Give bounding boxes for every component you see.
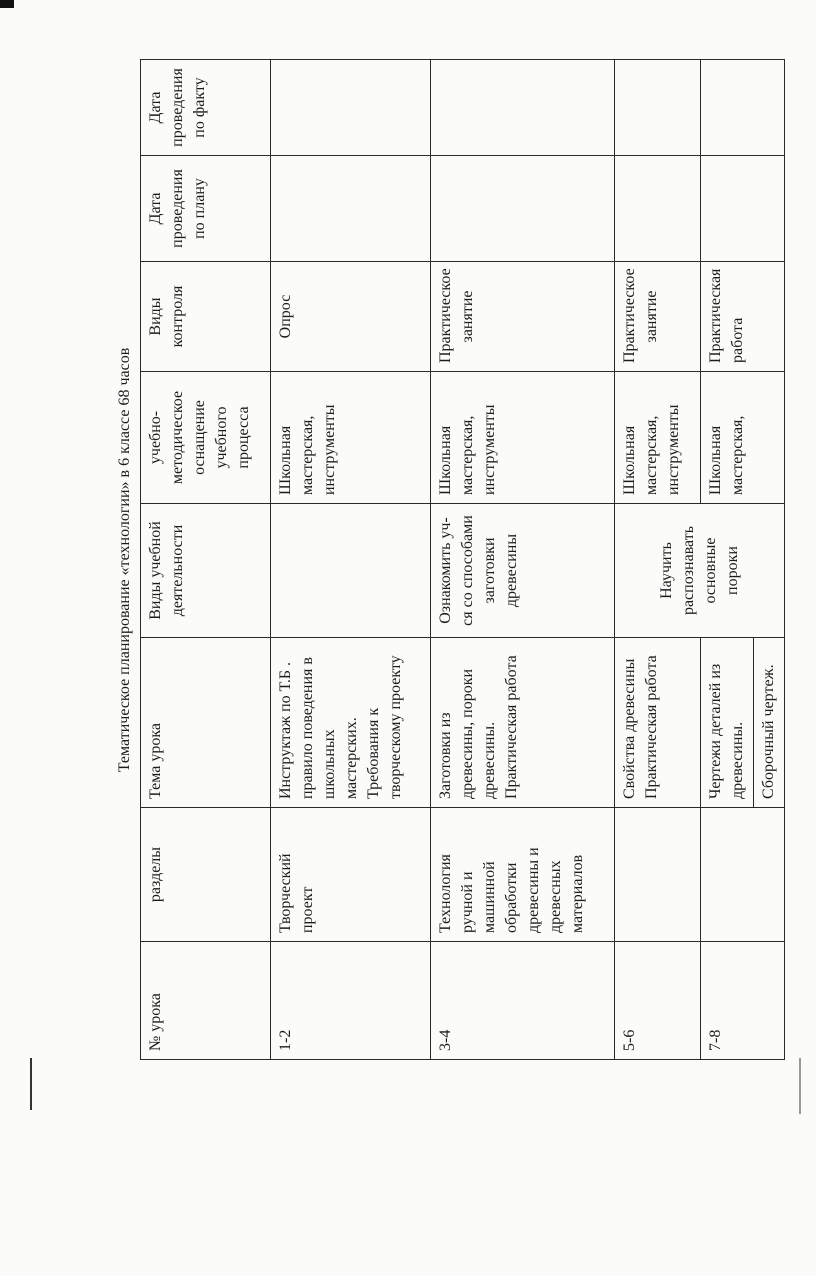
header-date-plan: Дата проведения по плану [141, 156, 271, 262]
header-section: разделы [141, 808, 271, 942]
cell-equipment: Школьная мастерская, инструменты [431, 372, 615, 504]
rotated-page [110, 60, 790, 1060]
scan-corner-mark [0, 0, 14, 8]
header-row [141, 60, 271, 1060]
table-row [431, 60, 615, 1060]
cell-topic: Свойства древесины Практическая работа [615, 638, 701, 808]
cell-date-plan [271, 156, 431, 262]
cell-control: Практическая работа [701, 262, 785, 372]
header-equipment: учебно-методическое оснащение учебного процесса [141, 372, 271, 504]
cell-activity [271, 504, 431, 638]
scan-edge-line [30, 1058, 32, 1110]
cell-control: Практическое занятие [615, 262, 701, 372]
cell-equipment: Школьная мастерская, [701, 372, 785, 504]
header-control: Виды контроля [141, 262, 271, 372]
cell-activity-merged: Научить распознавать основные пороки [615, 504, 785, 638]
table-row [271, 60, 431, 1060]
document-title: Тематическое планирование «технологии» в 6 классе 68 часов [116, 347, 133, 773]
cell-date-plan [701, 156, 785, 262]
header-topic: Тема урока [141, 638, 271, 808]
cell-equipment: Школьная мастерская, инструменты [615, 372, 701, 504]
cell-date-fact [271, 60, 431, 156]
scan-edge-line-right [799, 1058, 801, 1114]
cell-topic-line: Сборочный чертеж. [753, 638, 780, 807]
cell-date-fact [431, 60, 615, 156]
cell-section: Технология ручной и машинной обработки древесины и древесных материалов [431, 808, 615, 942]
header-activity: Виды учебной деятельности [141, 504, 271, 638]
cell-topic [701, 638, 785, 808]
cell-num: 3-4 [431, 942, 615, 1060]
cell-section [615, 808, 701, 942]
cell-activity: Ознакомить уч-ся со способами заготовки древесины [431, 504, 615, 638]
cell-topic: Заготовки из древесины, пороки древесины. Практическая работа [431, 638, 615, 808]
cell-control: Практическое занятие [431, 262, 615, 372]
header-num: № урока [141, 942, 271, 1060]
cell-num: 7-8 [701, 942, 785, 1060]
cell-equipment: Школьная мастерская, инструменты [271, 372, 431, 504]
cell-section [701, 808, 785, 942]
cell-num: 5-6 [615, 942, 701, 1060]
cell-section: Творческий проект [271, 808, 431, 942]
cell-num: 1-2 [271, 942, 431, 1060]
table-row [615, 60, 701, 1060]
cell-topic-line: Чертежи деталей из древесины. [707, 663, 746, 799]
planning-table [140, 59, 785, 1060]
cell-date-fact [615, 60, 701, 156]
cell-topic: Инструктаж по Т.Б . правило поведения в школьных мастерских. Требования к творческому проекту [271, 638, 431, 808]
cell-date-fact [701, 60, 785, 156]
cell-date-plan [615, 156, 701, 262]
header-date-fact: Дата проведения по факту [141, 60, 271, 156]
cell-control: Опрос [271, 262, 431, 372]
cell-date-plan [431, 156, 615, 262]
